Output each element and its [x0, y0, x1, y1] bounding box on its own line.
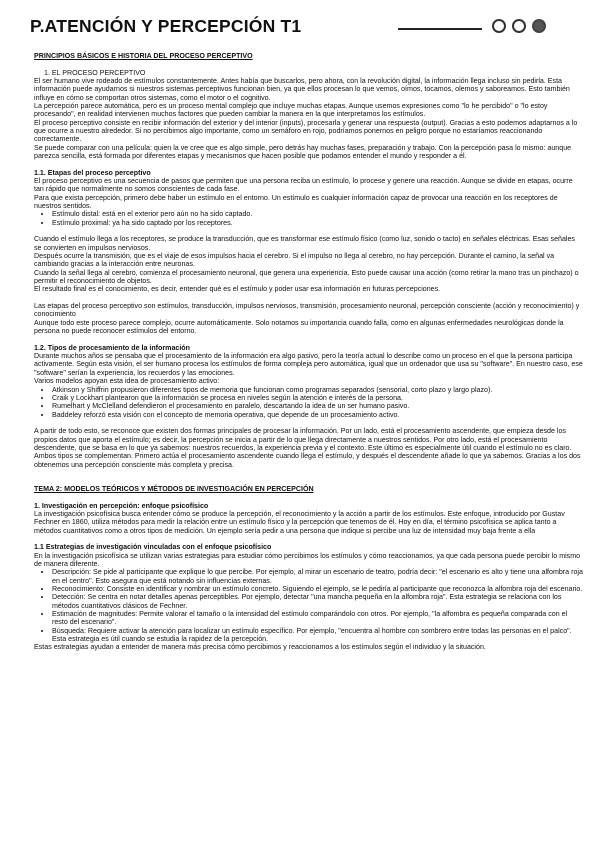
section-heading: 1.1 Estrategias de investigación vinculadas con el enfoque psicofísico	[34, 543, 272, 552]
paragraph: Para que exista percepción, primero debe haber un estímulo en el entorno. Un estímulo es cualquier información capaz de provocar una reacción en los receptores de nuestros sentidos.	[34, 193, 558, 211]
topic-2-heading: TEMA 2: MODELOS TEÓRICOS Y MÉTODOS DE INVESTIGACIÓN EN PERCEPCIÓN	[34, 484, 314, 493]
section-heading: 1. EL PROCESO PERCEPTIVO	[44, 68, 146, 77]
paragraph: Estas estrategias ayudan a entender de manera más precisa cómo percibimos y reaccionamos a los estímulos según el individuo y la situación.	[34, 643, 486, 652]
list-item: • Craik y Lockhart plantearon que la información se procesa en niveles según la atención e interés de la persona.	[52, 394, 584, 402]
circle-icon	[512, 19, 526, 33]
paragraph: Las etapas del proceso perceptivo son estímulos, transducción, impulsos nerviosos, transmisión, procesamiento neuronal, percepción consciente (acción y reconocimiento) y conocimiento	[34, 302, 580, 319]
page-title: P.ATENCIÓN Y PERCEPCIÓN T1	[30, 16, 302, 36]
bullet-list	[34, 386, 584, 419]
paragraph: Durante muchos años se pensaba que el procesamiento de la información era algo pasivo, pero la teoría actual lo describe como un proceso en el que la persona participa activamente. Según esta visión, el ser humano procesa los estímulos de forma compleja pero automática, igual que un ordenador que usa su "software". En nuestro caso, ese "software" serían la experiencia, los recuerdos y las emociones.	[34, 352, 583, 377]
list-item: • Estimación de magnitudes: Permite valorar el tamaño o la intensidad del estímulo comparándolo con otros. Por ejemplo, "la alfombra es pequeña comparada con el resto del escenario".	[52, 610, 584, 627]
decorative-line	[398, 28, 482, 30]
list-item: • Reconocimiento: Consiste en identificar y nombrar un estímulo concreto. Siguiendo el ejemplo, se le pediría al participante que reconozca la alfombra roja del escenario.	[52, 585, 584, 593]
document-body	[34, 52, 584, 652]
list-item: • Rumelhart y McClelland defendieron el procesamiento en paralelo, descartando la idea de un ser humano pasivo.	[52, 402, 584, 410]
paragraph: Ambos tipos se complementan. Primero actúa el procesamiento ascendente cuando llega el estímulo, y después el descendente añade lo que ya sabemos. Gracias a los dos obtenemos una percepción consciente más completa y precisa.	[34, 452, 581, 469]
paragraph: El proceso perceptivo es una secuencia de pasos que permiten que una persona reciba un estímulo, lo procese y genere una reacción. Aunque se divide en etapas, ocurre tan rápido que normalmente no somos conscientes de cada fase.	[34, 177, 573, 194]
bullet-list	[34, 568, 584, 643]
paragraph: El proceso perceptivo consiste en recibir información del exterior y del interior (inputs), procesarla y generar una respuesta (output). Gracias a esto podemos adaptarnos a lo que ocurre a nuestro alrededor. Si no percibimos algo importante, como un semáforo en rojo, podríamos ponernos en peligro porque no estaríamos reaccionando correctamente.	[34, 118, 578, 144]
list-item: • Descripción: Se pide al participante que explique lo que percibe. Por ejemplo, al mirar un escenario de teatro, podría decir: "el escenario es alto y tiene una alfombra roja en el centro". Esto asegura que está notando sin influencias externas.	[52, 568, 584, 585]
paragraph: Se puede comparar con una película: quien la ve cree que es algo simple, pero detrás hay muchas fases, preparación y trabajo. Con la percepción pasa lo mismo: aunque parezca sencilla, está formada por diferentes etapas y mecanismos que hacen posible que podamos entender el mundo y responder a él.	[34, 143, 572, 161]
paragraph: Después ocurre la transmisión, que es el viaje de esos impulsos hacia el cerebro. Si el impulso no llega al cerebro, no hay percepción. Durante el camino, la señal va cambiando gracias a la interacción entre neuronas.	[34, 252, 555, 269]
paragraph: A partir de todo esto, se reconoce que existen dos formas principales de procesar la información. Por un lado, está el procesamiento ascendente, que empieza desde los propios datos que aporta el estímulo; es decir, la percepción se inicia a partir de lo que llega directamente a nuestros sentidos. Por otro lado, está el procesamiento descendente, que se basa en lo que ya sabemos: nuestros recuerdos, la experiencia previa y el contexto. Este último es especialmente útil cuando el estímulo no es claro.	[34, 427, 572, 452]
section-heading: 1.1. Etapas del proceso perceptivo	[34, 168, 151, 177]
bullet-list	[34, 210, 584, 227]
page-header	[30, 16, 590, 46]
paragraph: La percepción parece automática, pero es un proceso mental complejo que incluye muchas etapas. Aunque usemos expresiones como "lo he percibido" o "lo estoy procesando", en realidad intervienen muchos factores que pueden cambiar la manera en la que interpretamos los estímulos.	[34, 102, 548, 119]
paragraph: Aunque todo este proceso parece complejo, ocurre automáticamente. Solo notamos su importancia cuando falla, como en algunas enfermedades neurológicas donde la persona no puede reconocer estímulos del entorno.	[34, 318, 564, 336]
list-item: • Atkinson y Shiffrin propusieron diferentes tipos de memoria que funcionan como programas separados (sensorial, corto plazo y largo plazo).	[52, 386, 584, 394]
list-item: • Estímulo proximal: ya ha sido captado por los receptores.	[52, 219, 584, 227]
topic-1-heading: PRINCIPIOS BÁSICOS E HISTORIA DEL PROCESO PERCEPTIVO	[34, 52, 253, 60]
list-item: • Estímulo distal: está en el exterior pero aún no ha sido captado.	[52, 210, 584, 218]
section-heading: 1.2. Tipos de procesamiento de la información	[34, 343, 190, 352]
section-heading: 1. Investigación en percepción: enfoque psicofísico	[34, 501, 209, 510]
paragraph: La investigación psicofísica busca entender cómo se produce la percepción, el reconocimiento y la acción a partir de los estímulos. Este enfoque, introducido por Gustav Fechner en 1860, utiliza métodos para medir la relación entre un estímulo físico y la percepción que tenemos de él. Hoy en día, el término psicofísica se aplica tanto a métodos cuantitativos como a otros tipos de medición. Un ejemplo sería pedir a una persona que indique si percibe una luz de intensidad muy baja frente a ella	[34, 509, 565, 535]
paragraph: El resultado final es el conocimiento, es decir, entender qué es el estímulo y poder usar esa información en futuras percepciones.	[34, 285, 441, 294]
list-item: • Detección: Se centra en notar detalles apenas perceptibles. Por ejemplo, detectar "una mancha pequeña en la alfombra roja". Esta estrategia se relaciona con los métodos cuantitativos clásicos de Fechner.	[52, 593, 584, 610]
paragraph: Varios modelos apoyan esta idea de procesamiento activo:	[34, 377, 220, 386]
list-item: • Búsqueda: Requiere activar la atención para localizar un estímulo específico. Por ejemplo, "encuentra al hombre con sombrero entre todas las personas en el palco". Esta estrategia es útil cuando se estudia la rapidez de la percepción.	[52, 627, 584, 644]
filled-circle-icon	[532, 19, 546, 33]
paragraph: Cuando el estímulo llega a los receptores, se produce la transducción, que es transformar ese estímulo físico (como luz, sonido o tacto) en señales eléctricas. Esas señales se convierten en impulsos nerviosos.	[34, 235, 575, 252]
list-item: • Baddeley reforzó esta visión con el concepto de memoria operativa, que depende de un procesamiento activo.	[52, 411, 584, 419]
circle-icon	[492, 19, 506, 33]
paragraph: Cuando la señal llega al cerebro, comienza el procesamiento neuronal, que genera una experiencia. Esto puede causar una acción (como retirar la mano tras un pinchazo) o permitir el reconocimiento de objetos.	[34, 268, 579, 286]
paragraph: El ser humano vive rodeado de estímulos constantemente. Antes había que buscarlos, pero ahora, con la revolución digital, la información llega incluso sin pedirla. Esta información puede ayudarnos si nuestros sistemas perceptivos funcionan bien, ya que ellos procesan lo que vemos, oímos, tocamos, olemos y saboreamos. Esto también influye en cómo se comportan otros sistemas, como el motor o el cognitivo.	[34, 76, 570, 102]
paragraph: En la investigación psicofísica se utilizan varias estrategias para estudiar cómo percibimos los estímulos y cómo reaccionamos, ya que cada persona puede percibir lo mismo de manera diferente.	[34, 551, 581, 568]
